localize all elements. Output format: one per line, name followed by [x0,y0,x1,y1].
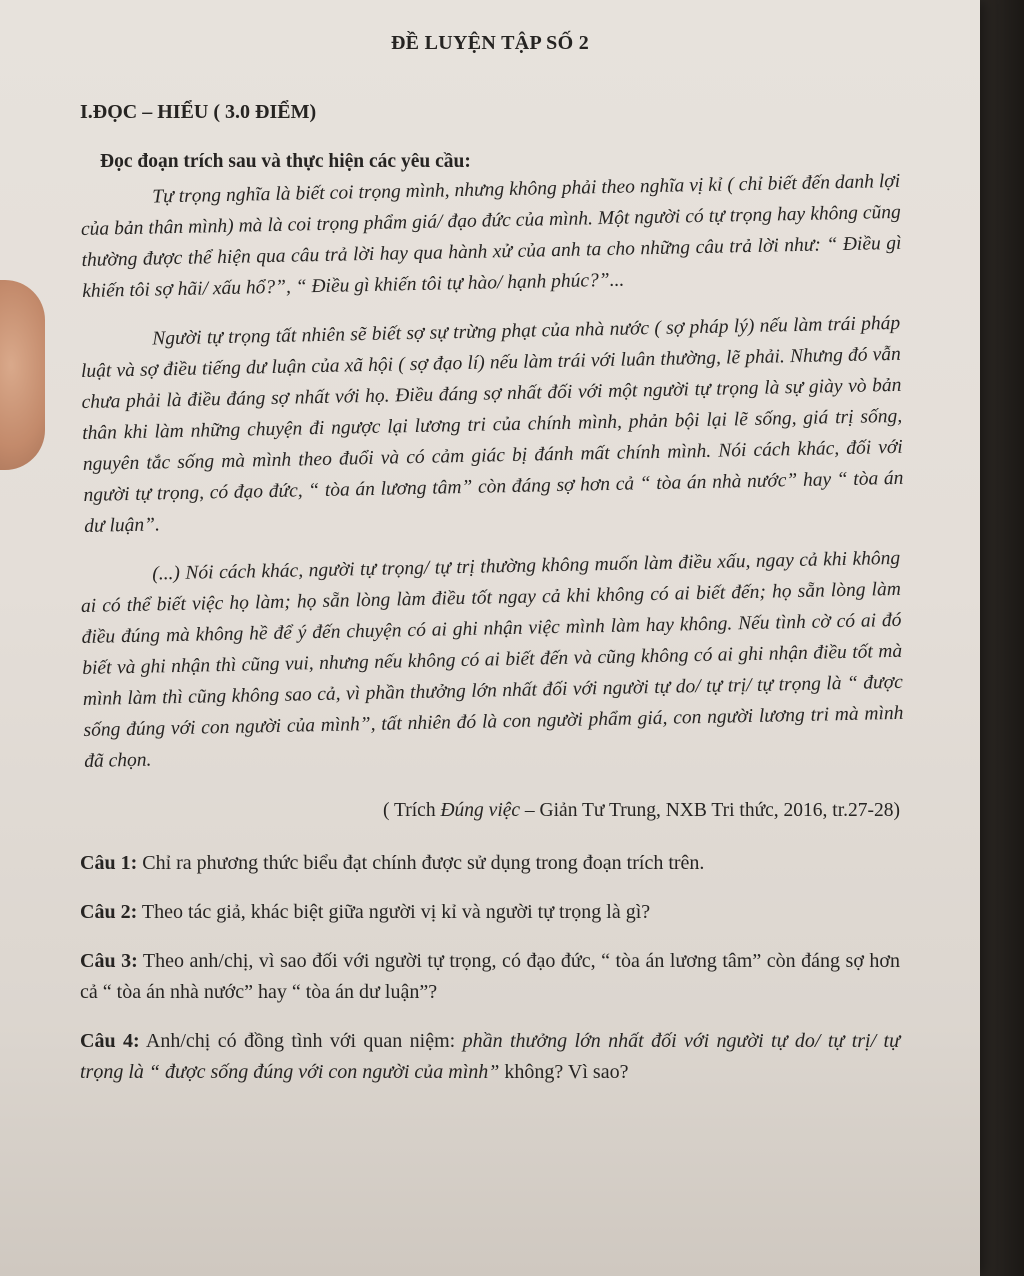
passage-paragraph-3: (...) Nói cách khác, người tự trọng/ tự trị thường không muốn làm điều xấu, ngay cả khi không ai có thể biết việc họ làm; họ sẵn lòng làm điều tốt ngay cả khi không có ai biết đến; họ sẵn lòng làm điều đúng mà không hề để ý đến chuyện có ai ghi nhận việc mình làm hay không. Nếu tình cờ có ai đó biết và ghi nhận thì cũng vui, nhưng nếu không có ai biết đến và cũng không có ai ghi nhận điều tốt mà mình làm thì cũng không sao cả, vì phần thưởng lớn nhất đối với người tự do/ tự trị/ tự trọng là “ được sống đúng với con người của mình”, tất nhiên đó là con người phẩm giá, con người lương tri mà mình đã chọn. [80,547,904,772]
document-content [80,28,904,1106]
question-2 [80,897,900,928]
question-text: Theo anh/chị, vì sao đối với người tự trọng, có đạo đức, “ tòa án lương tâm” còn đáng sợ hơn cả “ tòa án nhà nước” hay “ tòa án dư luận”? [80,950,900,1003]
instruction-text: Đọc đoạn trích sau và thực hiện các yêu cầu: [100,151,471,172]
document-title: ĐỀ LUYỆN TẬP SỐ 2 [390,32,590,54]
question-label: Câu 3: [80,950,138,972]
question-tail: không? Vì sao? [499,1061,629,1083]
question-1 [80,848,900,879]
source-prefix: ( Trích [383,800,441,821]
question-label: Câu 4: [80,1030,140,1052]
question-text: Chỉ ra phương thức biểu đạt chính được sử dụng trong đoạn trích trên. [137,852,705,874]
section-heading: I.ĐỌC – HIỂU ( 3.0 ĐIỂM) [80,101,317,123]
question-4 [80,1026,900,1088]
question-label: Câu 1: [80,852,138,874]
passage-paragraph-1: Tự trọng nghĩa là biết coi trọng mình, nhưng không phải theo nghĩa vị kỉ ( chỉ biết đến danh lợi của bản thân mình) mà là coi trọng phẩm giá/ đạo đức của mình. Một người có tự trọng hay không cũng thường được thể hiện qua câu trả lời hay qua hành xử của anh ta cho những câu trả lời như: “ Điều gì khiến tôi sợ hãi/ xấu hổ?”, “ Điều gì khiến tôi tự hào/ hạnh phúc?”... [80,170,902,302]
source-citation [80,795,900,826]
source-work-title: Đúng việc [440,800,521,821]
passage-paragraph-2: Người tự trọng tất nhiên sẽ biết sợ sự trừng phạt của nhà nước ( sợ pháp lý) nếu làm trái pháp luật và sợ điều tiếng dư luận của xã hội ( sợ đạo lí) nếu làm trái với luân thường, lẽ phải. Nhưng đó vẫn chưa phải là điều đáng sợ nhất với họ. Điều đáng sợ nhất đối với một người tự trọng là sự giày vò bản thân khi làm những chuyện đi ngược lại lương tri của chính mình, phản bội lại lẽ sống, giá trị sống, nguyên tắc sống mà mình theo đuổi và có cảm giác bị đánh mất chính mình. Nói cách khác, đối với người tự trọng, có đạo đức, “ tòa án lương tâm” còn đáng sợ hơn cả “ tòa án nhà nước” hay “ tòa án dư luận”. [80,312,904,537]
question-3 [80,946,900,1008]
question-text: Theo tác giả, khác biệt giữa người vị kỉ và người tự trọng là gì? [137,901,651,923]
question-text: Anh/chị có đồng tình với quan niệm: [139,1030,463,1052]
question-label: Câu 2: [80,901,138,923]
question-italic-quote: phần thưởng lớn nhất đối với người tự do/ tự trị/ tự trọng là “ được sống đúng với con người của mình” [80,1030,900,1083]
finger [0,280,45,470]
source-suffix: – Giản Tư Trung, NXB Tri thức, 2016, tr.27-28) [520,800,900,821]
passage [80,170,904,777]
